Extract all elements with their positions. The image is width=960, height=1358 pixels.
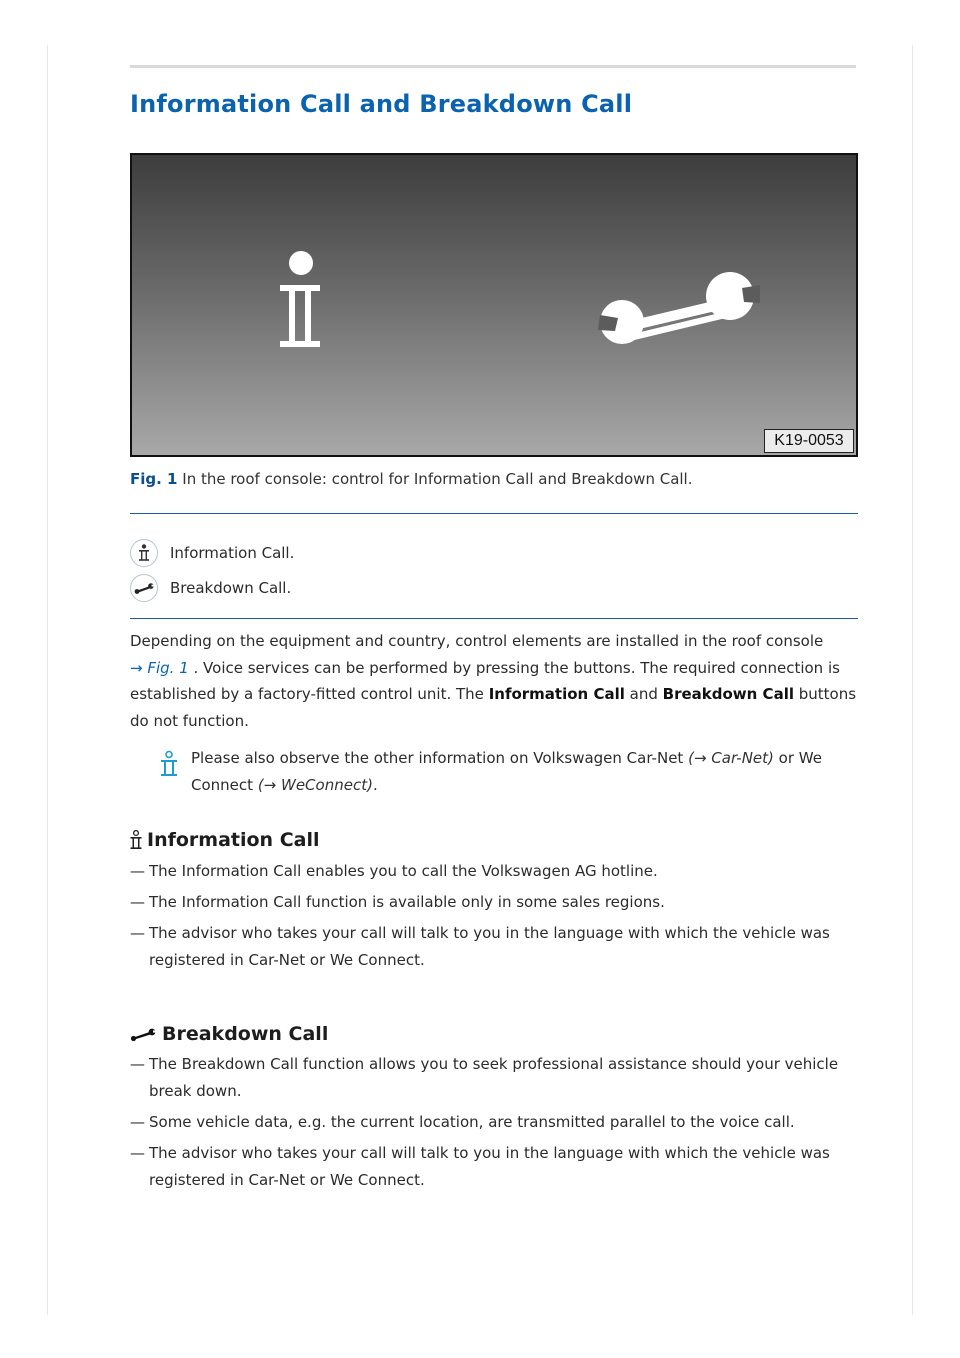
intro-bold-information-call: Information Call <box>488 685 625 703</box>
intro-text-3: buttons do not function. <box>130 685 857 730</box>
figure-cross-reference[interactable]: → Fig. 1 <box>130 658 189 677</box>
list-item <box>130 920 858 974</box>
info-icon <box>130 830 142 850</box>
legend-label: Information Call. <box>170 544 295 562</box>
weconnect-link[interactable]: (→ WeConnect) <box>257 775 373 794</box>
legend-top-rule <box>130 513 858 514</box>
list-item-text: The Information Call function is available only in some sales regions. <box>149 893 665 911</box>
note-text <box>191 745 851 798</box>
page-margin-rule-right <box>912 45 913 1315</box>
intro-text-1: Depending on the equipment and country, control elements are installed in the roof console <box>130 632 824 650</box>
information-call-heading <box>130 829 319 851</box>
legend-bottom-rule <box>130 618 858 619</box>
list-item <box>130 858 858 885</box>
page-title: Information Call and Breakdown Call <box>130 90 633 118</box>
list-item-text: The advisor who takes your call will talk to you in the language with which the vehicle was registered in Car-Net or We Connect. <box>149 1144 830 1189</box>
note-end: . <box>372 775 378 794</box>
information-call-list <box>130 858 858 978</box>
legend-label: Breakdown Call. <box>170 579 292 597</box>
wrench-button-icon <box>600 272 754 344</box>
list-item <box>130 1051 858 1105</box>
heading-text: Information Call <box>147 829 320 851</box>
bullet-dash: — <box>130 1113 145 1131</box>
note-text-1: Please also observe the other information on Volkswagen Car-Net <box>191 749 684 767</box>
legend-item-information-call <box>130 538 294 568</box>
bullet-dash: — <box>130 1144 145 1162</box>
bullet-dash: — <box>130 893 145 911</box>
wrench-icon <box>130 574 158 602</box>
note-text-2: or We Connect <box>191 749 822 794</box>
figure-roof-console <box>130 153 858 457</box>
figure-caption <box>130 470 693 488</box>
list-item-text: The Information Call enables you to call the Volkswagen AG hotline. <box>149 862 658 880</box>
list-item-text: Some vehicle data, e.g. the current location, are transmitted parallel to the voice call. <box>149 1113 795 1131</box>
bullet-dash: — <box>130 924 145 942</box>
list-item-text: The Breakdown Call function allows you to seek professional assistance should your vehicle break down. <box>149 1055 839 1100</box>
legend-item-breakdown-call <box>130 573 291 603</box>
figure-number: Fig. 1 <box>130 470 178 488</box>
list-item <box>130 889 858 916</box>
bullet-dash: — <box>130 1055 145 1073</box>
info-icon <box>130 539 158 567</box>
list-item <box>130 1140 858 1194</box>
figure-label: K19-0053 <box>764 429 854 453</box>
bullet-dash: — <box>130 862 145 880</box>
page-margin-rule-left <box>47 45 48 1315</box>
wrench-icon <box>130 1027 156 1041</box>
list-item <box>130 1109 858 1136</box>
roof-console-illustration <box>132 155 856 455</box>
intro-and: and <box>629 685 658 703</box>
car-net-link[interactable]: (→ Car-Net) <box>688 749 774 767</box>
top-divider <box>130 65 856 68</box>
caption-text: In the roof console: control for Information Call and Breakdown Call. <box>182 470 693 488</box>
breakdown-call-list <box>130 1051 858 1198</box>
intro-paragraph <box>130 628 858 734</box>
heading-text: Breakdown Call <box>162 1023 329 1045</box>
intro-text-2: . Voice services can be performed by pressing the buttons. The required connection is established by a factory-fitted control unit. The <box>130 658 840 703</box>
breakdown-call-heading <box>130 1023 328 1045</box>
intro-bold-breakdown-call: Breakdown Call <box>662 685 794 703</box>
note-info-icon <box>160 750 178 782</box>
info-button-icon <box>280 251 320 347</box>
list-item-text: The advisor who takes your call will talk to you in the language with which the vehicle was registered in Car-Net or We Connect. <box>149 924 830 969</box>
